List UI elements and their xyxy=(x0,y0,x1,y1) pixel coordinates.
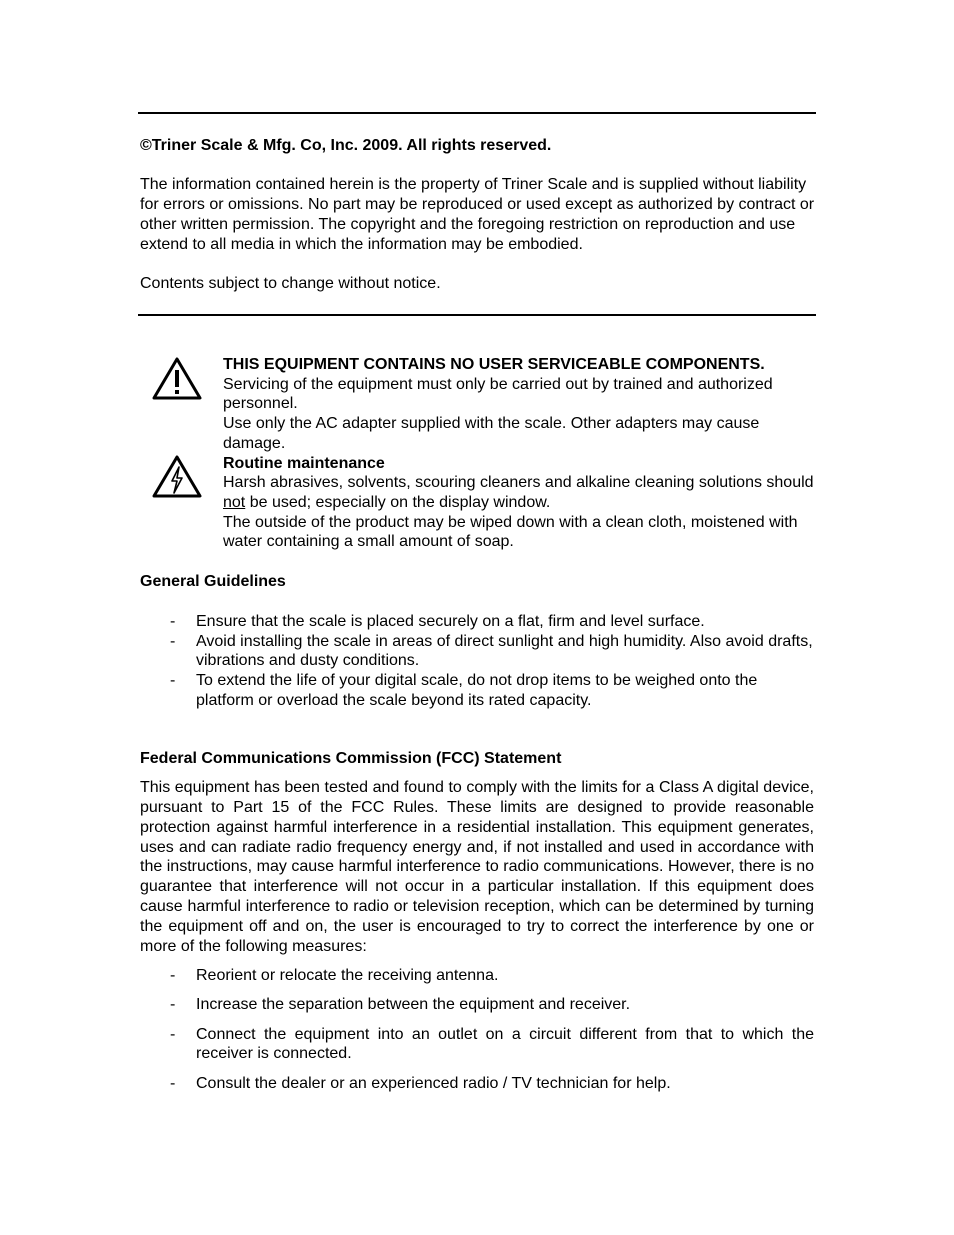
copyright-section xyxy=(140,136,816,294)
warning-heading: THIS EQUIPMENT CONTAINS NO USER SERVICEABLE COMPONENTS. xyxy=(223,356,765,373)
list-dash: - xyxy=(170,612,176,630)
list-item xyxy=(140,671,816,711)
servicing-text: Servicing of the equipment must only be carried out by trained and authorized personnel. xyxy=(223,375,773,413)
maintenance-text-end: be used; especially on the display window. xyxy=(245,493,551,511)
fcc-body: This equipment has been tested and found to comply with the limits for a Class A digital device, pursuant to Part 15 of the FCC Rules. These limits are designed to provide reasonable protection against harmful interference in a residential installation. This equipment generates, uses and can radiate radio frequency energy and, if not installed and used in accordance with the instructions, may cause harmful interference to radio communications. However, there is no guarantee that interference will not occur in a particular installation. If this equipment does cause harmful interference to radio or television reception, which can be determined by turning the equipment off and on, the user is encouraged to try to correct the interference by one or more of the following measures: xyxy=(140,779,814,955)
fcc-measures-list xyxy=(140,966,814,1093)
warning-section xyxy=(223,355,823,552)
list-item-text: Connect the equipment into an outlet on a circuit different from that to which the receiver is connected. xyxy=(196,1025,814,1063)
list-item xyxy=(140,1025,814,1065)
fcc-section xyxy=(140,749,814,1103)
maintenance-text xyxy=(223,473,823,512)
list-item-text: Ensure that the scale is placed securely on a flat, firm and level surface. xyxy=(196,612,705,630)
maintenance-emphasis: not xyxy=(223,493,246,511)
list-item-text: Reorient or relocate the receiving antenna. xyxy=(196,966,499,984)
middle-divider xyxy=(138,314,816,316)
list-item xyxy=(140,995,814,1015)
list-item-text: Increase the separation between the equipment and receiver. xyxy=(196,996,631,1014)
maintenance-text-start: Harsh abrasives, solvents, scouring cleaners and alkaline cleaning solutions should xyxy=(223,474,814,492)
list-dash: - xyxy=(170,966,176,984)
cleaning-text: The outside of the product may be wiped down with a clean cloth, moistened with water containing a small amount of soap. xyxy=(223,513,798,551)
list-item-text: Avoid installing the scale in areas of direct sunlight and high humidity. Also avoid drafts, vibrations and dusty conditions. xyxy=(196,632,813,670)
list-dash: - xyxy=(170,1074,176,1092)
list-item xyxy=(140,1074,814,1094)
list-dash: - xyxy=(170,996,176,1014)
electric-shock-warning-icon xyxy=(151,454,203,500)
copyright-body: The information contained herein is the property of Triner Scale and is supplied without liability for errors or omissions. No part may be reproduced or used except as authorized by contract or other written permission. The copyright and the foregoing restriction on reproduction and use extend to all media in which the information may be embodied. xyxy=(140,176,815,253)
list-item xyxy=(140,632,816,672)
top-divider xyxy=(138,112,816,114)
list-dash: - xyxy=(170,1025,176,1043)
fcc-heading: Federal Communications Commission (FCC) Statement xyxy=(140,750,562,767)
exclamation-warning-icon xyxy=(151,356,203,402)
list-item xyxy=(140,612,816,632)
list-item xyxy=(140,966,814,986)
maintenance-heading: Routine maintenance xyxy=(223,454,385,472)
adapter-text: Use only the AC adapter supplied with the scale. Other adapters may cause damage. xyxy=(223,415,760,452)
list-item-text: Consult the dealer or an experienced radio / TV technician for help. xyxy=(196,1074,671,1092)
copyright-heading: ©Triner Scale & Mfg. Co, Inc. 2009. All rights reserved. xyxy=(140,137,552,154)
guidelines-list xyxy=(140,612,816,711)
list-dash: - xyxy=(170,632,176,650)
list-dash: - xyxy=(170,672,176,690)
guidelines-heading: General Guidelines xyxy=(140,573,286,590)
general-guidelines-section xyxy=(140,572,816,711)
change-notice: Contents subject to change without notice. xyxy=(140,274,441,292)
list-item-text: To extend the life of your digital scale, do not drop items to be weighed onto the platform or overload the scale beyond its rated capacity. xyxy=(196,672,758,709)
